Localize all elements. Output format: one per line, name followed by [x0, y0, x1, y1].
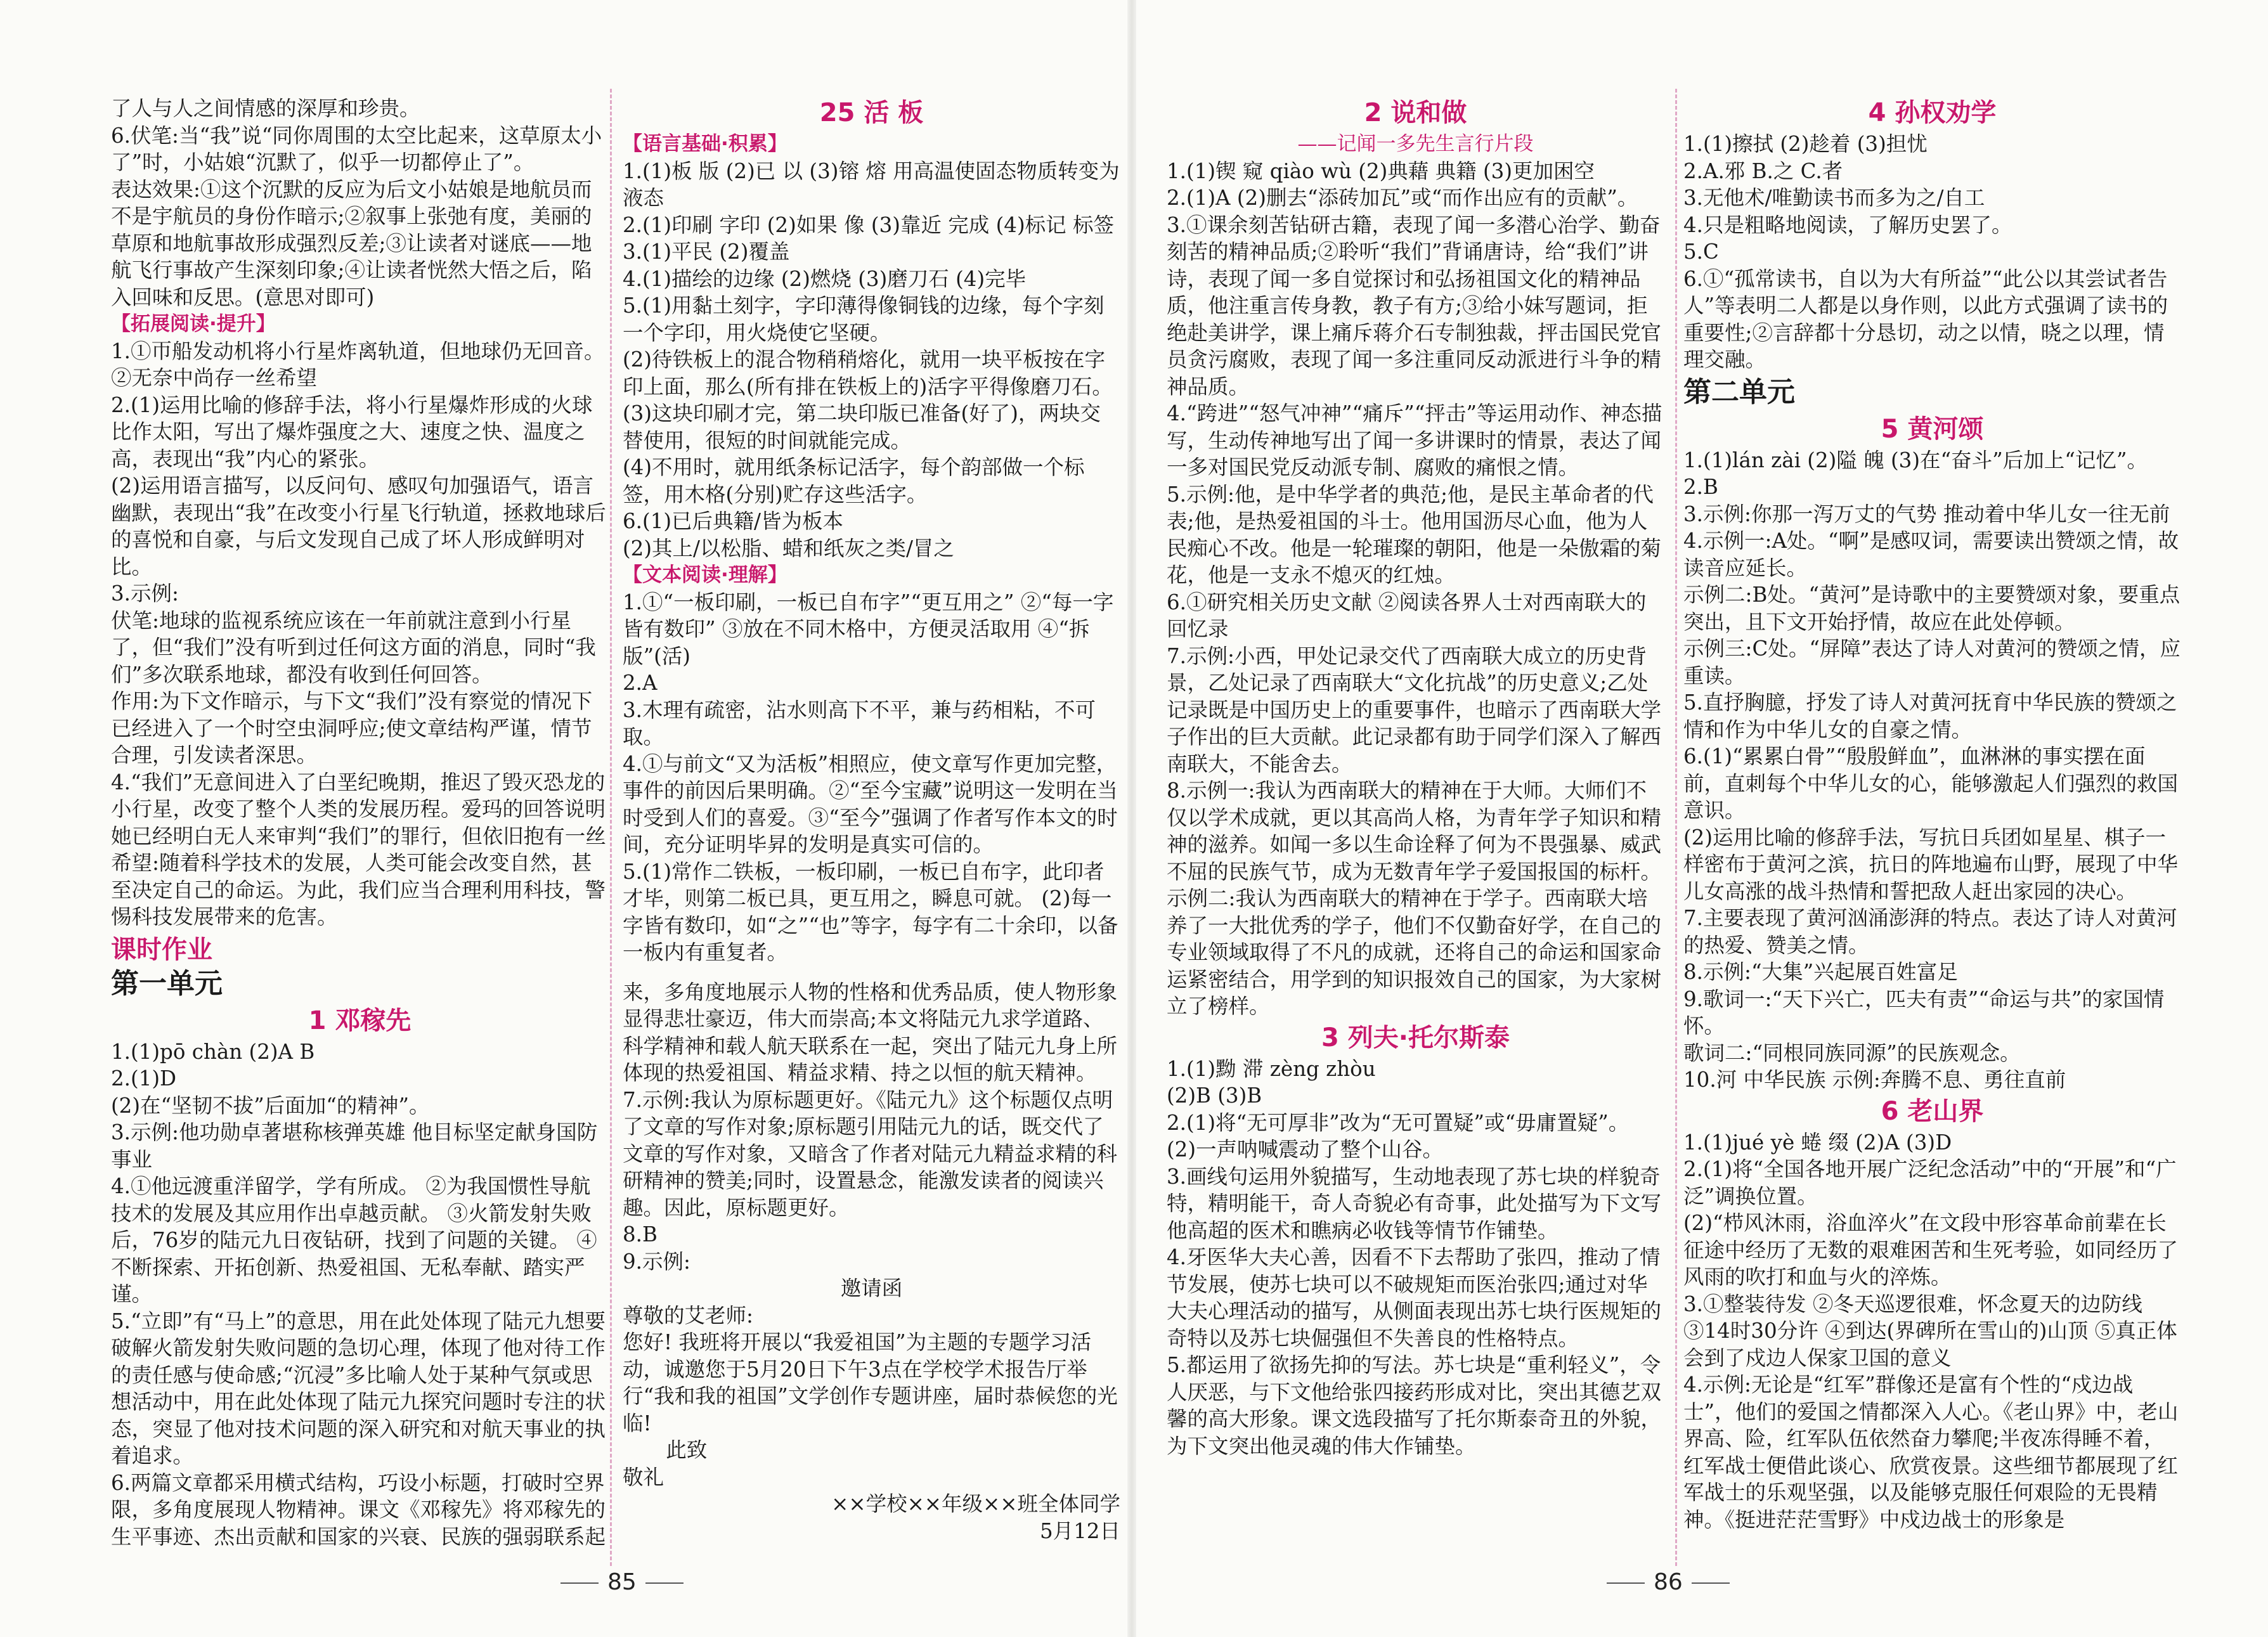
answer-text: (2)一声呐喊震动了整个山谷。	[1167, 1137, 1444, 1161]
answer-item: 2.(1)将“全国各地开展广泛纪念活动”中的“开展”和“广泛”调换位置。	[1683, 1157, 2177, 1208]
answer-item: 4.只是粗略地阅读，了解历史罢了。	[1683, 212, 2012, 237]
lesson-title: 1 邓稼先	[308, 1006, 411, 1035]
answer-item: 4.“跨进”“怒气冲神”“痛斥”“抨击”等运用动作、神态描写，生动传神地写出了闻一多讲课时的情景，表达了闻一多对国民党反动派专制、腐败的痛恨之情。	[1167, 401, 1662, 479]
answer-item: 3.示例:他功勋卓著堪称核弹英雄 他目标坚定献身国防事业	[111, 1120, 598, 1172]
answer-text: 来，多角度地展示人物的性格和优秀品质，使人物形象显得悲壮豪迈，伟大而崇高;本文将陆元九求学道路、科学精神和载人航天联系在一起，突出了陆元九身上所体现的热爱祖国、精益求精、持之以恒的航天精神。	[623, 980, 1118, 1085]
answer-text: (2)运用比喻的修辞手法，写抗日兵团如星星、棋子一样密布于黄河之滨，抗日的阵地遍布山野，展现了中华儿女高涨的战斗热情和誓把敌人赶出家园的决心。	[1683, 825, 2179, 903]
answer-item: 1.(1)锲 窥 qiào wù (2)典藉 典籍 (3)更加困空	[1167, 159, 1595, 183]
column-2	[623, 95, 1120, 1566]
answer-item: 3.①课余刻苦钻研古籍，表现了闻一多潜心治学、勤奋刻苦的精神品质;②聆听“我们”背诵唐诗，给“我们”讲诗，表现了闻一多自觉探讨和弘扬祖国文化的精神品质，他注重言传身教，教子有方;③给小妹写题词，拒绝赴美讲学，课上痛斥蒋介石专制独裁，抨击国民党官员贪污腐败，表现了闻一多注重同反动派进行斗争的精神品质。	[1167, 212, 1662, 399]
answer-text: (2)B (3)B	[1167, 1084, 1262, 1108]
answer-item: 4.①与前文“又为活板”相照应，使文章写作更加完整，事件的前因后果明确。②“至今宝藏”说明这一发明在当时受到人们的喜爱。③“至今”强调了作者写作本文的时间，充分证明毕昇的发明是真实可信的。	[623, 751, 1118, 857]
answer-item: 1.(1)擦拭 (2)趁着 (3)担忧	[1683, 132, 1928, 156]
answer-item: 8.示例一:我认为西南联大的精神在于大师。大师们不仅以学术成就，更以其高尚人格，为青年学子知识和精神的滋养。如闻一多以生命诠释了何为不畏强暴、威武不屈的民族气节，成为无数青年学子爱国报国的标杆。	[1167, 779, 1662, 884]
answer-item: 5.(1)常作二铁板，一板印刷，一板已自布字，此印者才毕，则第二板已具，更互用之，瞬息可就。 (2)每一字皆有数印，如“之”“也”等字，每字有二十余印，以备一板内有重复者。	[623, 859, 1118, 964]
lesson-title: 2 说和做	[1364, 98, 1467, 127]
answer-item: 6.伏笔:当“我”说“同你周围的太空比起来，这草原太小了”时，小姑娘“沉默了，似乎一切都停止了”。	[111, 123, 602, 174]
answer-item: 2.(1)印刷 字印 (2)如果 像 (3)靠近 完成 (4)标记 标签	[623, 212, 1114, 237]
lesson-title: 3 列夫·托尔斯泰	[1321, 1023, 1510, 1052]
answer-item: 10.河 中华民族 示例:奔腾不息、勇往直前	[1683, 1068, 2066, 1092]
answer-item: 2.A	[623, 671, 658, 695]
answer-item: 4.牙医华大夫心善，因看不下去帮助了张四，推动了情节发展，使苏七块可以不破规矩而医治张四;通过对华大夫心理活动的描写，从侧面表现出苏七块行医规矩的奇特以及苏七块倔强但不失善良的性格特点。	[1167, 1245, 1662, 1350]
answer-item: 3.画线句运用外貌描写，生动地表现了苏七块的样貌奇特，精明能干，奇人奇貌必有奇事，此处描写为下文写他高超的医术和瞧病必收钱等情节作铺垫。	[1167, 1164, 1662, 1243]
column-4	[1683, 95, 2181, 1566]
answer-item: 2.(1)将“无可厚非”改为“无可置疑”或“毋庸置疑”。	[1167, 1110, 1630, 1135]
answer-item: 3.无他术/唯勤读书而多为之/自工	[1683, 186, 1985, 210]
answer-text: 示例二:B处。“黄河”是诗歌中的主要赞颂对象，要重点突出，且下文开始抒情，故应在此处停顿。	[1683, 583, 2181, 634]
unit-heading: 第二单元	[1683, 375, 1795, 408]
letter-body: 您好! 我班将开展以“我爱祖国”为主题的专题学习活动，诚邀您于5月20日下午3点在学校学术报告厅举行“我和我的祖国”文学创作专题讲座，届时恭候您的光临!	[623, 1330, 1118, 1435]
lesson-subtitle: ——记闻一多先生言行片段	[1297, 133, 1534, 155]
page-fold	[1127, 0, 1136, 1637]
answer-text: (2)在“坚韧不拔”后面加“的精神”。	[111, 1093, 430, 1118]
answer-item: 8.示例:“大集”兴起展百姓富足	[1683, 960, 1958, 984]
answer-text: 歌词二:“同根同族同源”的民族观念。	[1683, 1040, 2021, 1065]
letter-salutation: 尊敬的艾老师:	[623, 1303, 753, 1328]
answer-item: 4.①他远渡重洋留学，学有所成。 ②为我国惯性导航技术的发展及其应用作出卓越贡献。 ③火箭发射失败后，76岁的陆元九日夜钻研，找到了问题的关键。 ④不断探索、开拓创新、热爱祖国、无私奉献、踏实严谨。	[111, 1174, 597, 1306]
answer-text: (4)不用时，就用纸条标记活字，每个韵部做一个标签，用木格(分别)贮存这些活字。	[623, 455, 1085, 507]
column-1	[111, 95, 609, 1566]
answer-item: 4.“我们”无意间进入了白垩纪晚期，推迟了毁灭恐龙的小行星，改变了整个人类的发展历程。爱玛的回答说明她已经明白无人来审判“我们”的罪行，但依旧抱有一丝希望:随着科学技术的发展，人类可能会改变自然，甚至决定自己的命运。为此，我们应当合理利用科技，警惕科技发展带来的危害。	[111, 770, 606, 929]
answer-text: 表达效果:①这个沉默的反应为后文小姑娘是地航员而不是宇航员的身份作暗示;②叙事上张弛有度，美丽的草原和地航事故形成强烈反差;③让读者对谜底——地航飞行事故产生深刻印象;④让读者恍然大悟之后，陷入回味和反思。(意思对即可)	[111, 177, 592, 309]
lesson-title: 4 孙权劝学	[1868, 98, 1997, 127]
answer-item: 1.(1)jué yè 蜷 缀 (2)A (3)D	[1683, 1130, 1952, 1155]
answer-item: 5.直抒胸臆，抒发了诗人对黄河抚育中华民族的赞颂之情和作为中华儿女的自豪之情。	[1683, 690, 2177, 742]
lesson-title: 6 老山界	[1881, 1096, 1984, 1126]
column-3	[1167, 95, 1664, 1566]
column-divider-2	[1675, 89, 1677, 1566]
answer-item: 7.主要表现了黄河汹涌澎湃的特点。表达了诗人对黄河的热爱、赞美之情。	[1683, 906, 2177, 957]
answer-item: 8.B	[623, 1222, 658, 1246]
answer-item: 1.①“一板印刷，一板已自布字”“更互用之” ②“每一字皆有数印” ③放在不同木格中，方便灵活取用 ④“拆版”(活)	[623, 590, 1114, 668]
answer-item: 9.歌词一:“天下兴亡，匹夫有责”“命运与共”的家国情怀。	[1683, 987, 2165, 1038]
answer-item: 2.(1)运用比喻的修辞手法，将小行星爆炸形成的火球比作太阳，写出了爆炸强度之大、速度之快、温度之高，表现出“我”内心的紧张。	[111, 392, 593, 471]
section-heading: 【拓展阅读·提升】	[111, 313, 276, 335]
answer-text: (2)运用语言描写，以反问句、感叹句加强语气，语言幽默，表现出“我”在改变小行星飞行轨道，拯救地球后的喜悦和自豪，与后文发现自己成了坏人形成鲜明对比。	[111, 474, 606, 579]
answer-item: 9.示例:	[623, 1249, 690, 1274]
answer-text: 了人与人之间情感的深厚和珍贵。	[111, 96, 420, 120]
answer-item: 1.(1)板 版 (2)已 以 (3)镕 熔 用高温使固态物质转变为液态	[623, 159, 1120, 210]
answer-text: (2)待铁板上的混合物稍稍熔化，就用一块平板按在字印上面，那么(所有排在铁板上的)活字平得像磨刀石。	[623, 347, 1113, 399]
answer-item: 7.示例:我认为原标题更好。《陆元九》这个标题仅点明了文章的写作对象;原标题引用陆元九的话，既交代了文章的写作对象，又暗含了作者对陆元九精益求精的科研精神的赞美;同时，设置悬念，能激发读者的阅读兴趣。因此，原标题更好。	[623, 1087, 1118, 1220]
answer-item: 6.(1)已后典籍/皆为板本	[623, 509, 843, 533]
answer-item: 2.(1)D	[111, 1066, 177, 1090]
answer-item: 4.示例一:A处。“啊”是感叹词，需要读出赞颂之情，故读音应延长。	[1683, 529, 2179, 580]
unit-heading: 第一单元	[111, 967, 223, 1000]
answer-item: 5.“立即”有“马上”的意思，用在此处体现了陆元九想要破解火箭发射失败问题的急切心理，体现了他对待工作的责任感与使命感;“沉浸”多比喻人处于某种气氛或思想活动中，用在此处体现了陆元九探究问题时专注的状态，突显了他对技术问题的深入研究和对航天事业的执着追求。	[111, 1309, 606, 1468]
answer-text: 作用:为下文作暗示，与下文“我们”没有察觉的情况下已经进入了一个时空虫洞呼应;使文章结构严谨，情节合理，引发读者深思。	[111, 689, 593, 767]
answer-item: 1.①帀船发动机将小行星炸离轨道，但地球仍无回音。 ②无奈中尚存一丝希望	[111, 339, 605, 390]
answer-item: 7.示例:小西，甲处记录交代了西南联大成立的历史背景，乙处记录了西南联大“文化抗战”的历史意义;乙处记录既是中国历史上的重要事件，也暗示了西南联大学子作出的巨大贡献。此记录都有助于同学们深入了解西南联大，不能舍去。	[1167, 644, 1662, 776]
letter-date: 5月12日	[1039, 1518, 1120, 1543]
section-heading: 【语言基础·积累】	[623, 133, 787, 155]
answer-item: 5.都运用了欲扬先抑的写法。苏七块是“重利轻义”，令人厌恶，与下文他给张四接药形成对比，突出其德艺双馨的高大形象。课文选段描写了托尔斯泰奇丑的外貌，为下文突出他灵魂的伟大作铺垫。	[1167, 1353, 1662, 1458]
answer-text: 伏笔:地球的监视系统应该在一年前就注意到小行星了，但“我们”没有听到过任何这方面的消息，同时“我们”多次联系地球，都没有收到任何回答。	[111, 608, 596, 687]
answer-item: 2.A.邪 B.之 C.者	[1683, 159, 1843, 183]
answer-item: 4.(1)描绘的边缘 (2)燃烧 (3)磨刀石 (4)完毕	[623, 266, 1027, 291]
answer-item: 3.示例:	[111, 581, 179, 605]
letter-title: 邀请函	[840, 1276, 903, 1300]
answer-item: 2.B	[1683, 475, 1718, 499]
letter-regards: 敬礼	[623, 1465, 664, 1489]
letter-closing: 此致	[666, 1438, 708, 1462]
answer-text: 示例三:C处。“屏障”表达了诗人对黄河的赞颂之情，应重读。	[1683, 637, 2181, 688]
answer-item: 1.(1)黝 滞 zèng zhòu	[1167, 1056, 1376, 1081]
section-heading: 【文本阅读·理解】	[623, 564, 787, 586]
answer-item: 1.(1)lán zài (2)隘 魄 (3)在“奋斗”后加上“记忆”。	[1683, 448, 2148, 472]
page-number-right: 86	[1598, 1569, 1739, 1595]
block-label: 课时作业	[111, 935, 212, 964]
lesson-title: 25 活 板	[819, 98, 924, 127]
letter-signature: ××学校××年级××班全体同学	[831, 1492, 1120, 1516]
answer-item: 3.(1)平民 (2)覆盖	[623, 240, 790, 264]
answer-item: 3.示例:你那一泻万丈的气势 推动着中华儿女一往无前	[1683, 501, 2170, 526]
page-number-left: 85	[552, 1569, 692, 1595]
answer-item: 5.示例:他，是中华学者的典范;他，是民主革命者的代表;他，是热爱祖国的斗士。他用国沥尽心血，他为人民痴心不改。他是一轮璀璨的朝阳，他是一朵傲霜的菊花，他是一支永不熄灭的红烛。	[1167, 482, 1662, 587]
column-divider-1	[610, 89, 612, 1566]
answer-item: 5.C	[1683, 240, 1719, 264]
answer-item: 6.(1)“累累白骨”“殷殷鲜血”，血淋淋的事实摆在面前，直刺每个中华儿女的心，能够激起人们强烈的救国意识。	[1683, 744, 2179, 822]
answer-text: (3)这块印刷才完，第二块印版已准备(好了)，两块交替使用，很短的时间就能完成。	[623, 401, 1101, 453]
answer-item: 2.(1)A (2)删去“添砖加瓦”或“而作出应有的贡献”。	[1167, 186, 1638, 210]
answer-item: 1.(1)pō chàn (2)A B	[111, 1039, 315, 1064]
answer-item: 6.①研究相关历史文献 ②阅读各界人士对西南联大的回忆录	[1167, 590, 1647, 641]
answer-text: (2)“栉风沐雨，浴血淬火”在文段中形容革命前辈在长征途中经历了无数的艰难困苦和生死考验，如同经历了风雨的吹打和血与火的淬炼。	[1683, 1211, 2179, 1289]
answer-item: 6.两篇文章都采用横式结构，巧设小标题，打破时空界限，多角度展现人物精神。课文《邓稼先》将邓稼先的生平事迹、杰出贡献和国家的兴衰、民族的强弱联系起	[111, 1470, 606, 1549]
answer-text: 示例二:我认为西南联大的精神在于学子。西南联大培养了一大批优秀的学子，他们不仅勤奋好学，在自己的专业领域取得了不凡的成就，还将自己的命运和国家命运紧密结合，用学到的知识报效自己的国家，为大家树立了榜样。	[1167, 886, 1662, 1018]
answer-item: 4.示例:无论是“红军”群像还是富有个性的“戍边战士”，他们的爱国之情都深入人心。《老山界》中，老山界高、险，红军队伍依然奋力攀爬;半夜冻得睡不着，红军战士便借此谈心、欣赏夜景。这些细节都展现了红军战士的乐观坚强，以及能够克服任何艰险的无畏精神。《挺进茫茫雪野》中戍边战士的形象是	[1683, 1373, 2179, 1532]
answer-item: 5.(1)用黏土刻字，字印薄得像铜钱的边缘，每个字刻一个字印，用火烧使它坚硬。	[623, 294, 1105, 345]
lesson-title: 5 黄河颂	[1881, 414, 1984, 444]
answer-item: 3.①整装待发 ②冬天巡逻很难，怀念夏天的边防线 ③14时30分许 ④到达(界碑所在雪山的)山顶 ⑤真正体会到了戍边人保家卫国的意义	[1683, 1291, 2177, 1370]
answer-item: 6.①“孤常读书，自以为大有所益”“此公以其尝试者告人”等表明二人都是以身作则，以此方式强调了读书的重要性;②言辞都十分恳切，动之以情，晓之以理，情理交融。	[1683, 266, 2168, 372]
answer-item: 3.木理有疏密，沾水则高下不平，兼与药相粘，不可取。	[623, 697, 1096, 749]
answer-text: (2)其上/以松脂、蜡和纸灰之类/冒之	[623, 536, 954, 560]
